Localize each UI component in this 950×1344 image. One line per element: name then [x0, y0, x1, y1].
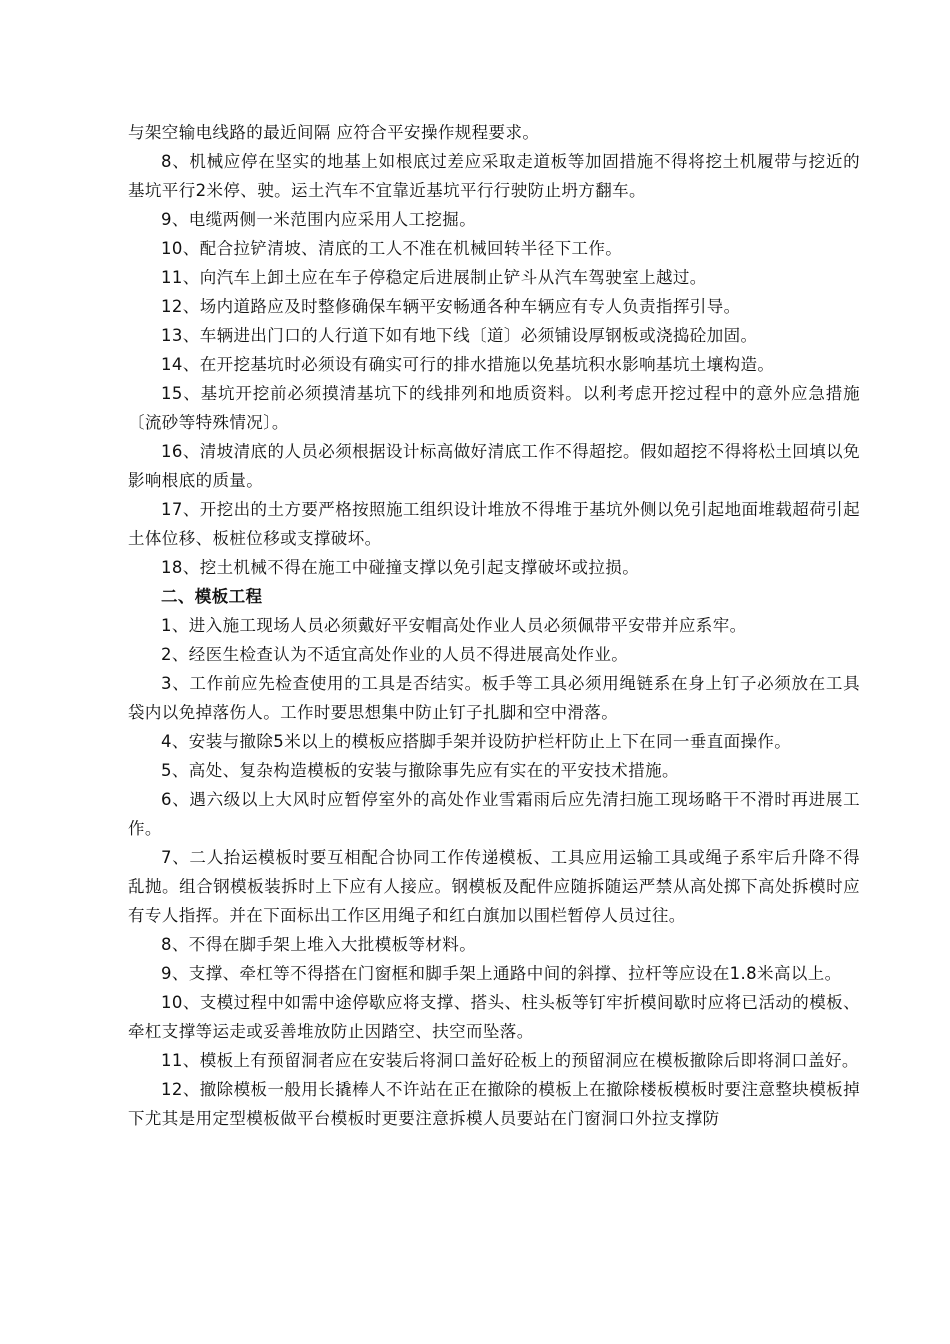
- paragraph: 10、支模过程中如需中途停歇应将支撑、搭头、柱头板等钉牢折模间歇时应将已活动的模板、牵杠支撑等运走或妥善堆放防止因踏空、扶空而坠落。: [128, 993, 860, 1041]
- paragraph: 10、配合拉铲清坡、清底的工人不准在机械回转半径下工作。: [161, 239, 623, 258]
- paragraph: 16、清坡清底的人员必须根据设计标高做好清底工作不得超挖。假如超挖不得将松土回填以免影响根底的质量。: [128, 442, 860, 490]
- paragraph: 8、机械应停在坚实的地基上如根底过差应采取走道板等加固措施不得将挖土机履带与挖近的基坑平行2米停、驶。运土汽车不宜靠近基坑平行行驶防止坍方翻车。: [128, 152, 860, 200]
- paragraph: 12、撤除模板一般用长撬棒人不许站在正在撤除的模板上在撤除楼板模板时要注意整块模板掉下尤其是用定型模板做平台模板时更要注意拆模人员要站在门窗洞口外拉支撑防: [128, 1080, 860, 1128]
- paragraph: 12、场内道路应及时整修确保车辆平安畅通各种车辆应有专人负责指挥引导。: [161, 297, 741, 316]
- paragraph: 18、挖土机械不得在施工中碰撞支撑以免引起支撑破坏或拉损。: [161, 558, 640, 577]
- paragraph: 9、电缆两侧一米范围内应采用人工挖掘。: [161, 210, 477, 229]
- paragraph: 11、向汽车上卸土应在车子停稳定后进展制止铲斗从汽车驾驶室上越过。: [161, 268, 707, 287]
- paragraph: 5、高处、复杂构造模板的安装与撤除事先应有实在的平安技术措施。: [161, 761, 679, 780]
- paragraph: 13、车辆进出门口的人行道下如有地下线〔道〕必须铺设厚钢板或浇捣砼加固。: [161, 326, 758, 345]
- paragraph: 11、模板上有预留洞者应在安装后将洞口盖好砼板上的预留洞应在模板撤除后即将洞口盖好。: [161, 1051, 859, 1070]
- section-heading: 二、模板工程: [161, 587, 263, 606]
- paragraph: 1、进入施工现场人员必须戴好平安帽高处作业人员必须佩带平安带并应系牢。: [161, 616, 747, 635]
- paragraph: 15、基坑开挖前必须摸清基坑下的线排列和地质资料。以利考虑开挖过程中的意外应急措施〔流砂等特殊情况〕。: [128, 384, 860, 432]
- paragraph: 2、经医生检查认为不适宜高处作业的人员不得进展高处作业。: [161, 645, 629, 664]
- paragraph: 6、遇六级以上大风时应暂停室外的高处作业雪霜雨后应先清扫施工现场略干不滑时再进展工作。: [128, 790, 860, 838]
- paragraph: 4、安装与撤除5米以上的模板应搭脚手架并设防护栏杆防止上下在同一垂直面操作。: [161, 732, 792, 751]
- paragraph: 与架空输电线路的最近间隔 应符合平安操作规程要求。: [128, 123, 540, 142]
- paragraph: 8、不得在脚手架上堆入大批模板等材料。: [161, 935, 477, 954]
- paragraph: 14、在开挖基坑时必须设有确实可行的排水措施以免基坑积水影响基坑土壤构造。: [161, 355, 775, 374]
- document-body: [128, 118, 860, 1133]
- paragraph: 7、二人抬运模板时要互相配合协同工作传递模板、工具应用运输工具或绳子系牢后升降不得乱抛。组合钢模板装拆时上下应有人接应。钢模板及配件应随拆随运严禁从高处掷下高处拆模时应有专人指挥。并在下面标出工作区用绳子和红白旗加以围栏暂停人员过往。: [128, 848, 860, 925]
- paragraph: 9、支撑、牵杠等不得搭在门窗框和脚手架上通路中间的斜撑、拉杆等应设在1.8米高以上。: [161, 964, 842, 983]
- paragraph: 17、开挖出的土方要严格按照施工组织设计堆放不得堆于基坑外侧以免引起地面堆载超荷引起土体位移、板桩位移或支撑破坏。: [128, 500, 860, 548]
- paragraph: 3、工作前应先检查使用的工具是否结实。板手等工具必须用绳链系在身上钉子必须放在工具袋内以免掉落伤人。工作时要思想集中防止钉子扎脚和空中滑落。: [128, 674, 860, 722]
